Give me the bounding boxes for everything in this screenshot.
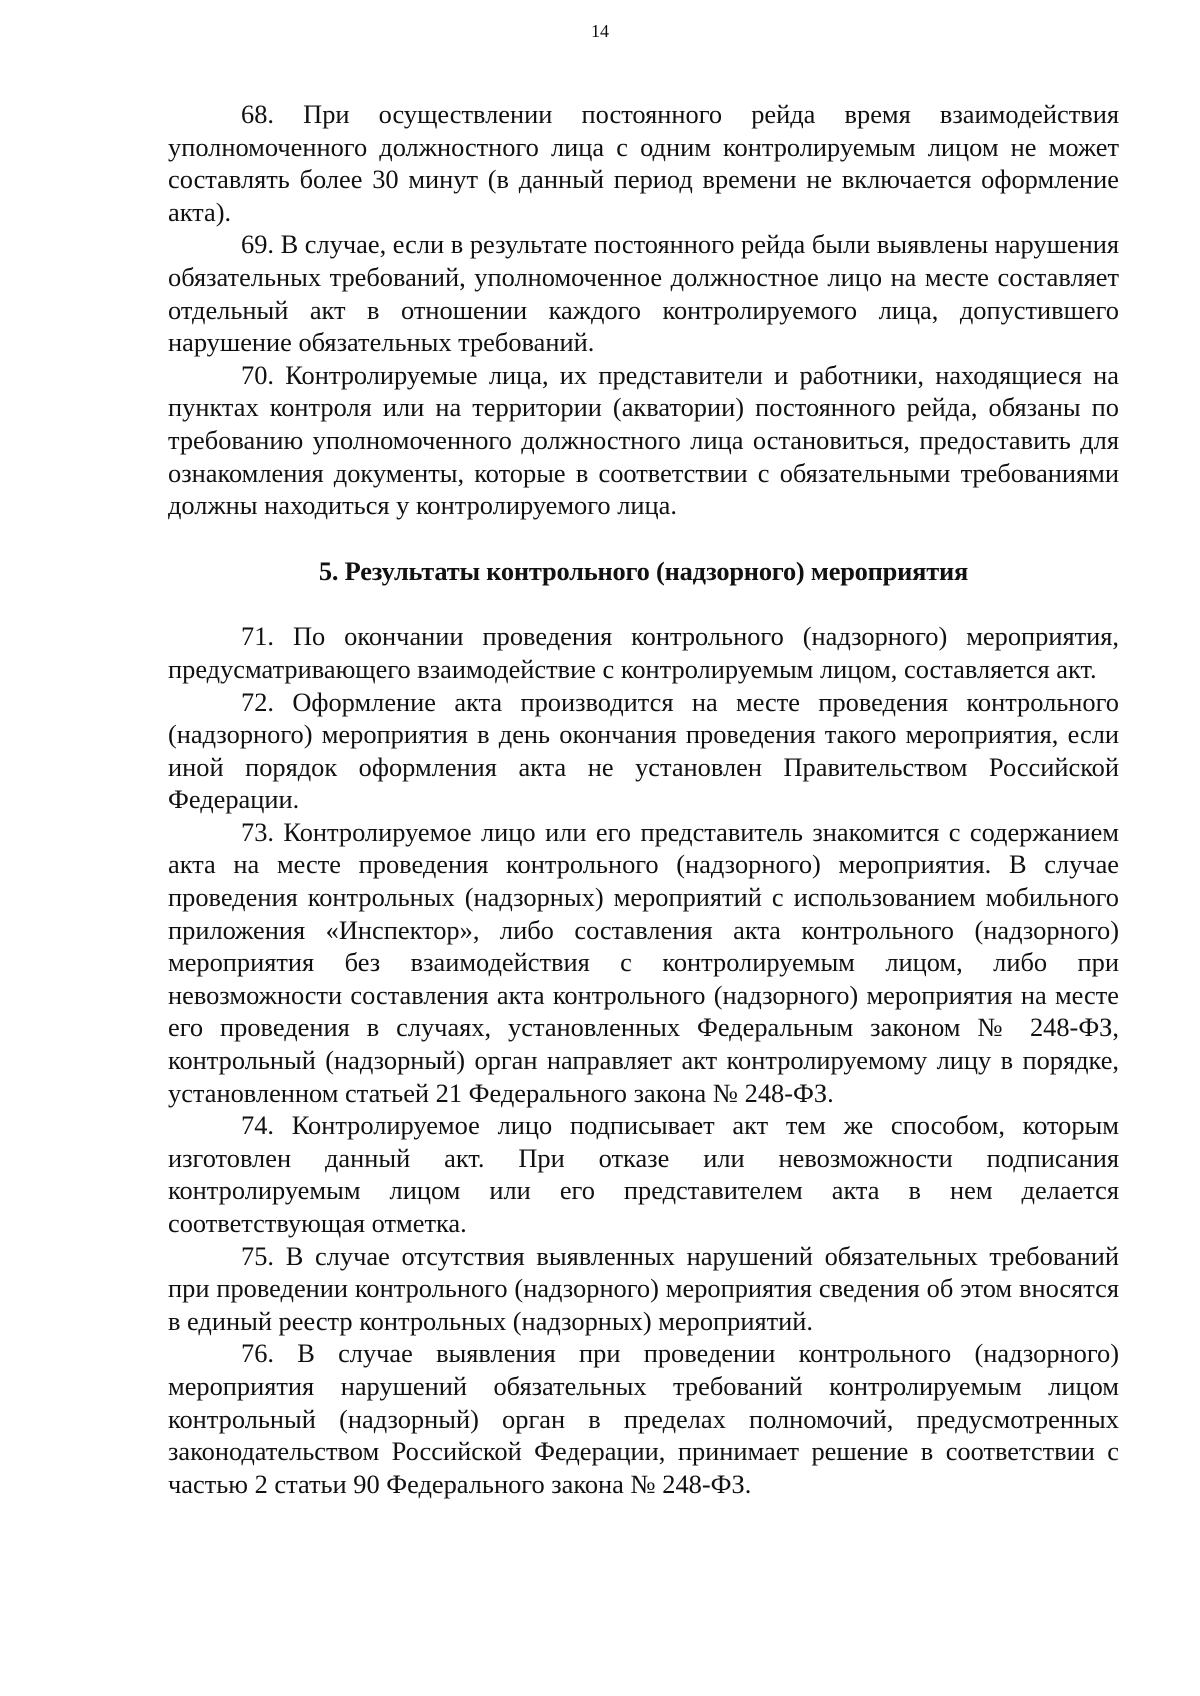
paragraph-68: 68. При осуществлении постоянного рейда время взаимодействия уполномоченного должностного лица с одним контролируемым лицом не может составлять более 30 минут (в данный период времени не включается оформление акта). [168,99,1119,227]
paragraph-71: 71. По окончании проведения контрольного (надзорного) мероприятия, предусматривающего взаимодействие с контролируемым лицом, составляется акт. [168,621,1119,684]
paragraph-69: 69. В случае, если в результате постоянного рейда были выявлены нарушения обязательных требований, уполномоченное должностное лицо на месте составляет отдельный акт в отношении каждого контролируемого лица, допустившего нарушение обязательных требований. [168,229,1119,358]
section-heading: 5. Результаты контрольного (надзорного) мероприятия [318,555,969,586]
paragraph-76: 76. В случае выявления при проведении контрольного (надзорного) мероприятия нарушений обязательных требований контролируемым лицом контрольный (надзорный) орган в пределах полномочий, предусмотренных законодательством Российской Федерации, принимает решение в соответствии с частью 2 статьи 90 Федерального закона № 248-ФЗ. [168,1338,1119,1499]
paragraph-72: 72. Оформление акта производится на месте проведения контрольного (надзорного) мероприятия в день окончания проведения такого мероприятия, если иной порядок оформления акта не установлен Правительством Российской Федерации. [168,686,1119,815]
document-body [168,98,1119,1500]
paragraph-74: 74. Контролируемое лицо подписывает акт тем же способом, которым изготовлен данный акт. При отказе или невозможности подписания контролируемым лицом или его представителем акта в нем делается соответствующая отметка. [168,1110,1119,1238]
paragraph-75: 75. В случае отсутствия выявленных нарушений обязательных требований при проведении контрольного (надзорного) мероприятия сведения об этом вносятся в единый реестр контрольных (надзорных) мероприятий. [168,1240,1119,1336]
paragraph-70: 70. Контролируемые лица, их представители и работники, находящиеся на пунктах контроля или на территории (акватории) постоянного рейда, обязаны по требованию уполномоченного должностного лица остановиться, предоставить для ознакомления документы, которые в соответствии с обязательными требованиями должны находиться у контролируемого лица. [168,359,1119,521]
paragraph-73: 73. Контролируемое лицо или его представитель знакомится с содержанием акта на месте проведения контрольного (надзорного) мероприятия. В случае проведения контрольных (надзорных) мероприятий с использованием мобильного приложения «Инспектор», либо составления акта контрольного (надзорного) мероприятия без взаимодействия с контролируемым лицом, либо при невозможности составления акта контрольного (надзорного) мероприятия на месте его проведения в случаях, установленных Федеральным законом № 248-ФЗ, контрольный (надзорный) орган направляет акт контролируемому лицу в порядке, установленном статьей 21 Федерального закона № 248-ФЗ. [168,816,1119,1108]
page-number: 14 [591,21,609,41]
